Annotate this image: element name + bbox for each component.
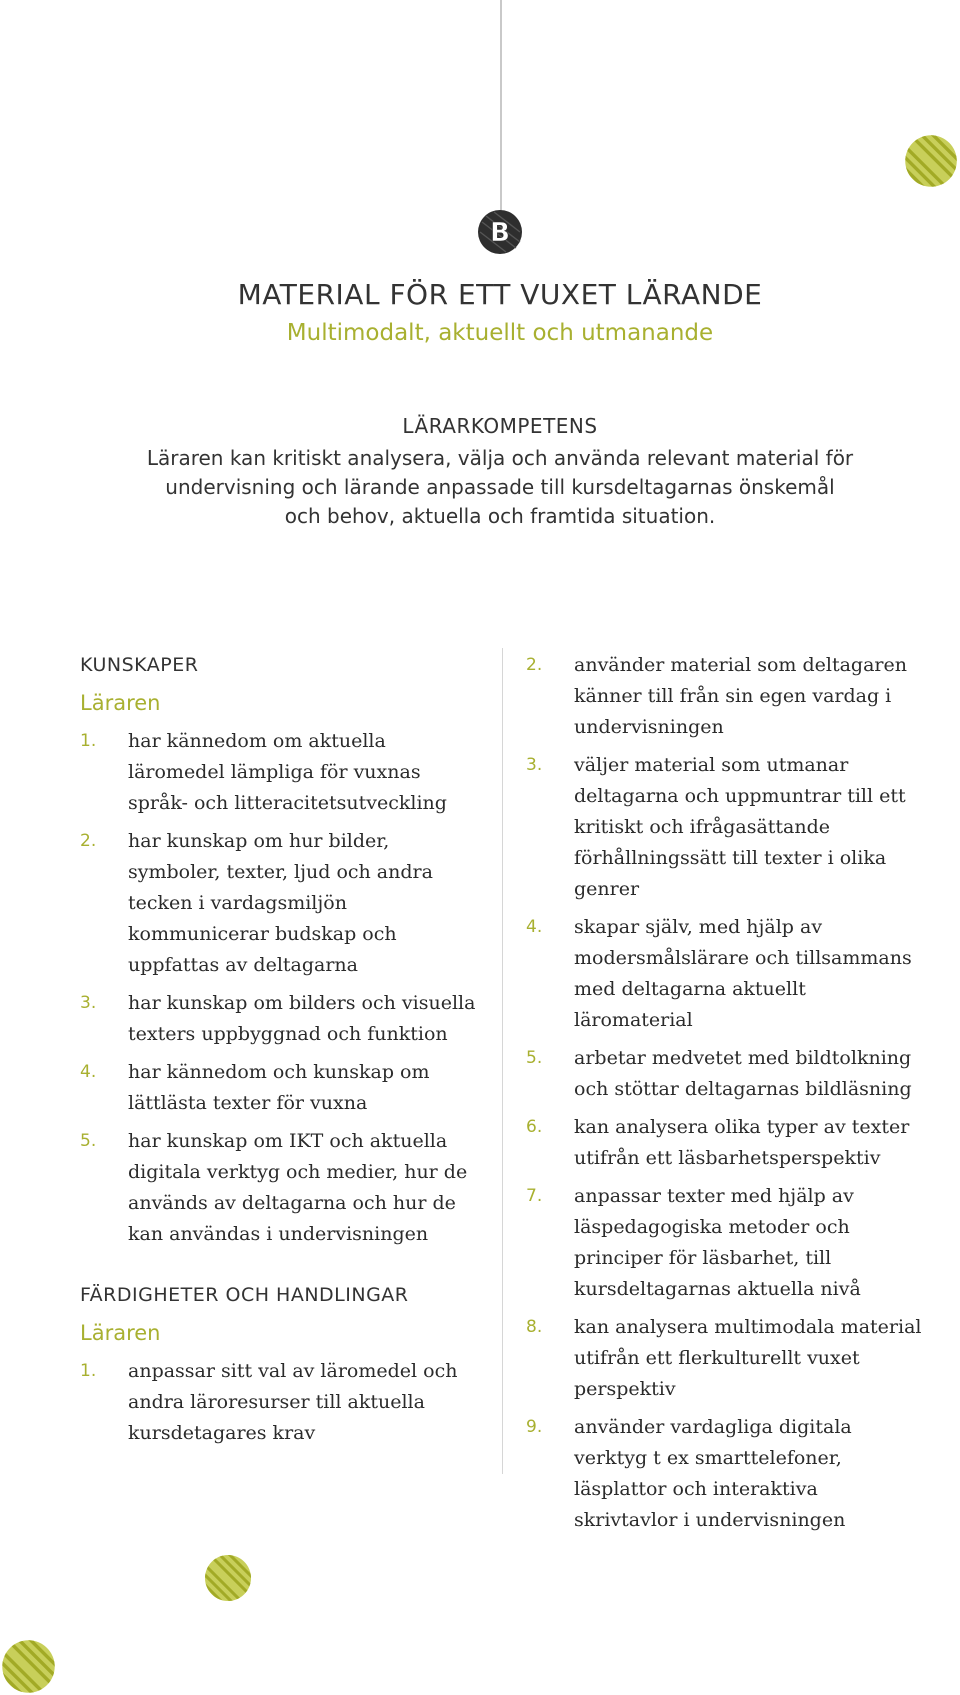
list-item <box>526 1112 926 1174</box>
item-number: 3. <box>80 993 97 1013</box>
knowledge-subheading: Läraren <box>80 691 161 715</box>
knowledge-list <box>80 726 480 1250</box>
item-text: kan analysera olika typer av texter utifrån ett läsbarhetsperspektiv <box>574 1116 910 1169</box>
list-item <box>80 1356 480 1449</box>
item-number: 1. <box>80 731 97 751</box>
item-text: har kunskap om hur bilder, symboler, texter, ljud och andra tecken i vardagsmiljön kommunicerar budskap och uppfattas av deltagarna <box>128 830 433 976</box>
list-item <box>526 1312 926 1405</box>
item-text: anpassar texter med hjälp av läspedagogiska metoder och principer för läsbarhet, till kursdeltagarnas aktuella nivå <box>574 1185 861 1300</box>
knowledge-heading: KUNSKAPER <box>80 654 199 676</box>
badge-letter: B <box>490 218 510 248</box>
column-divider <box>502 648 503 1474</box>
item-number: 1. <box>80 1361 97 1381</box>
right-column <box>526 650 926 1543</box>
item-number: 2. <box>80 831 97 851</box>
item-number: 6. <box>526 1117 543 1137</box>
competence-heading: LÄRARKOMPETENS <box>402 414 598 438</box>
list-item <box>526 912 926 1036</box>
item-number: 9. <box>526 1417 543 1437</box>
item-text: har kännedom och kunskap om lättlästa texter för vuxna <box>128 1061 430 1114</box>
item-number: 3. <box>526 755 543 775</box>
item-number: 4. <box>526 917 543 937</box>
list-item <box>526 1181 926 1305</box>
left-column <box>80 650 480 1456</box>
skills-subheading: Läraren <box>80 1321 161 1345</box>
list-item <box>526 750 926 905</box>
item-number: 5. <box>80 1131 97 1151</box>
item-text: har kunskap om IKT och aktuella digitala verktyg och medier, hur de används av deltagarna och hur de kan användas i undervisningen <box>128 1130 468 1245</box>
b-badge-icon <box>476 208 524 256</box>
green-dot-icon <box>903 133 959 189</box>
list-item <box>80 1057 480 1119</box>
item-number: 2. <box>526 655 543 675</box>
competence-text: Läraren kan kritiskt analysera, välja och använda relevant material för undervisning och lärande anpassade till kursdeltagarnas önskemål och behov, aktuella och framtida situation. <box>146 446 854 528</box>
item-text: har kunskap om bilders och visuella texters uppbyggnad och funktion <box>128 992 476 1045</box>
page-subtitle: Multimodalt, aktuellt och utmanande <box>286 320 714 346</box>
item-text: använder vardagliga digitala verktyg t ex smarttelefoner, läsplattor och interaktiva skrivtavlor i undervisningen <box>574 1416 852 1531</box>
item-number: 4. <box>80 1062 97 1082</box>
item-text: skapar själv, med hjälp av modersmålslärare och tillsammans med deltagarna aktuellt läromaterial <box>574 916 912 1031</box>
skills-list-right <box>526 650 926 1536</box>
item-number: 7. <box>526 1186 543 1206</box>
green-dot-icon <box>203 1553 253 1603</box>
item-text: kan analysera multimodala material utifrån ett flerkulturellt vuxet perspektiv <box>574 1316 922 1400</box>
list-item <box>80 826 480 981</box>
list-item <box>526 1412 926 1536</box>
item-text: anpassar sitt val av läromedel och andra läroresurser till aktuella kursdetagares krav <box>128 1360 458 1444</box>
item-number: 8. <box>526 1317 543 1337</box>
hanging-line <box>500 0 502 212</box>
list-item <box>526 1043 926 1105</box>
item-text: väljer material som utmanar deltagarna och uppmuntrar till ett kritiskt och ifrågasättande förhållningssätt till texter i olika genrer <box>574 754 906 900</box>
skills-list-left <box>80 1356 480 1449</box>
green-dot-icon <box>0 1638 57 1695</box>
item-text: använder material som deltagaren känner till från sin egen vardag i undervisningen <box>574 654 907 738</box>
item-number: 5. <box>526 1048 543 1068</box>
list-item <box>80 988 480 1050</box>
item-text: har kännedom om aktuella läromedel lämpliga för vuxnas språk- och litteracitetsutveckling <box>128 730 447 814</box>
list-item <box>80 1126 480 1250</box>
list-item <box>526 650 926 743</box>
skills-heading: FÄRDIGHETER OCH HANDLINGAR <box>80 1284 409 1306</box>
page-title: MATERIAL FÖR ETT VUXET LÄRANDE <box>237 278 763 311</box>
item-text: arbetar medvetet med bildtolkning och stöttar deltagarnas bildläsning <box>574 1047 912 1100</box>
list-item <box>80 726 480 819</box>
